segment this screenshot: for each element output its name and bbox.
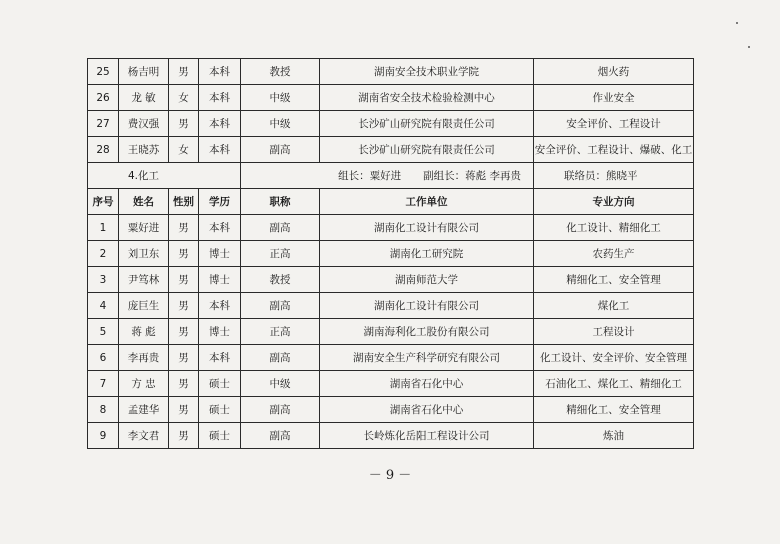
- page-number: － 9 －: [368, 468, 412, 483]
- table-cell: 湖南省石化中心: [320, 371, 534, 397]
- table-cell: 28: [88, 137, 119, 163]
- table-cell: 25: [88, 59, 119, 85]
- table-cell: 本科: [199, 59, 241, 85]
- table-cell: 孟建华: [119, 397, 169, 423]
- group-leaders: [241, 163, 534, 189]
- table-cell: 博士: [199, 267, 241, 293]
- header-cell: 专业方向: [534, 189, 694, 215]
- table-row: [88, 293, 694, 319]
- table-cell: 男: [169, 111, 199, 137]
- table-cell: 农药生产: [534, 241, 694, 267]
- table-cell: 作业安全: [534, 85, 694, 111]
- group-liaison: 联络员：熊晓平: [534, 163, 694, 189]
- table-row: [88, 59, 694, 85]
- table-cell: 男: [169, 267, 199, 293]
- table-cell: 烟火药: [534, 59, 694, 85]
- scan-speck: [748, 46, 750, 48]
- table-cell: 男: [169, 345, 199, 371]
- table-cell: 博士: [199, 241, 241, 267]
- table-cell: 化工设计、精细化工: [534, 215, 694, 241]
- table-cell: 9: [88, 423, 119, 449]
- table-cell: 博士: [199, 319, 241, 345]
- expert-table-container: [87, 58, 693, 449]
- table-cell: 男: [169, 423, 199, 449]
- table-row: [88, 85, 694, 111]
- table-cell: 炼油: [534, 423, 694, 449]
- table-row: [88, 137, 694, 163]
- table-body-top: [88, 59, 694, 163]
- table-cell: 6: [88, 345, 119, 371]
- table-cell: 硕士: [199, 397, 241, 423]
- table-cell: 精细化工、安全管理: [534, 267, 694, 293]
- table-cell: 8: [88, 397, 119, 423]
- table-cell: 女: [169, 137, 199, 163]
- table-cell: 本科: [199, 111, 241, 137]
- table-cell: 副高: [241, 397, 320, 423]
- table-cell: 女: [169, 85, 199, 111]
- table-row: [88, 241, 694, 267]
- table-cell: 副高: [241, 345, 320, 371]
- table-cell: 副高: [241, 137, 320, 163]
- table-cell: 王晓苏: [119, 137, 169, 163]
- table-row: [88, 371, 694, 397]
- table-cell: 龙 敏: [119, 85, 169, 111]
- table-cell: 4: [88, 293, 119, 319]
- table-cell: 湖南省石化中心: [320, 397, 534, 423]
- table-cell: 中级: [241, 371, 320, 397]
- scan-speck: [736, 22, 738, 24]
- expert-table: [87, 58, 694, 449]
- table-cell: 长沙矿山研究院有限责任公司: [320, 137, 534, 163]
- table-cell: 本科: [199, 137, 241, 163]
- table-row: [88, 319, 694, 345]
- table-row: [88, 111, 694, 137]
- table-cell: 男: [169, 59, 199, 85]
- group-title: 4.化工: [88, 163, 241, 189]
- table-cell: 硕士: [199, 371, 241, 397]
- table-cell: 副高: [241, 215, 320, 241]
- header-cell: 职称: [241, 189, 320, 215]
- header-cell: 工作单位: [320, 189, 534, 215]
- header-cell: 序号: [88, 189, 119, 215]
- table-cell: 杨吉明: [119, 59, 169, 85]
- table-body-bottom: [88, 215, 694, 449]
- table-cell: 2: [88, 241, 119, 267]
- table-cell: 长沙矿山研究院有限责任公司: [320, 111, 534, 137]
- table-cell: 李再贵: [119, 345, 169, 371]
- group-vice-leader: 副组长：蒋彪 李再贵: [423, 170, 521, 182]
- table-cell: 男: [169, 397, 199, 423]
- table-cell: 湖南海利化工股份有限公司: [320, 319, 534, 345]
- table-cell: 教授: [241, 59, 320, 85]
- table-row: [88, 267, 694, 293]
- table-cell: 湖南化工设计有限公司: [320, 215, 534, 241]
- table-cell: 正高: [241, 319, 320, 345]
- table-cell: 本科: [199, 215, 241, 241]
- table-cell: 湖南省安全技术检验检测中心: [320, 85, 534, 111]
- table-cell: 7: [88, 371, 119, 397]
- table-row: [88, 215, 694, 241]
- table-cell: 工程设计: [534, 319, 694, 345]
- table-cell: 本科: [199, 85, 241, 111]
- table-cell: 湖南安全生产科学研究有限公司: [320, 345, 534, 371]
- table-cell: 男: [169, 371, 199, 397]
- table-cell: 1: [88, 215, 119, 241]
- table-cell: 庞巨生: [119, 293, 169, 319]
- table-cell: 副高: [241, 423, 320, 449]
- table-cell: 26: [88, 85, 119, 111]
- table-cell: 尹笃林: [119, 267, 169, 293]
- table-cell: 3: [88, 267, 119, 293]
- table-cell: 化工设计、安全评价、安全管理: [534, 345, 694, 371]
- table-cell: 安全评价、工程设计: [534, 111, 694, 137]
- group-leader: 组长：粟好进: [338, 170, 402, 182]
- group-title-row: [88, 163, 694, 189]
- table-cell: 中级: [241, 111, 320, 137]
- header-cell: 姓名: [119, 189, 169, 215]
- table-cell: 5: [88, 319, 119, 345]
- table-cell: 精细化工、安全管理: [534, 397, 694, 423]
- table-cell: 湖南安全技术职业学院: [320, 59, 534, 85]
- table-cell: 男: [169, 319, 199, 345]
- table-cell: 湖南化工研究院: [320, 241, 534, 267]
- table-cell: 刘卫东: [119, 241, 169, 267]
- table-row: [88, 423, 694, 449]
- table-cell: 正高: [241, 241, 320, 267]
- table-row: [88, 345, 694, 371]
- table-cell: 副高: [241, 293, 320, 319]
- table-cell: 粟好进: [119, 215, 169, 241]
- table-cell: 蒋 彪: [119, 319, 169, 345]
- table-cell: 硕士: [199, 423, 241, 449]
- group-header-section: [88, 163, 694, 215]
- table-cell: 湖南师范大学: [320, 267, 534, 293]
- table-cell: 方 忠: [119, 371, 169, 397]
- table-cell: 湖南化工设计有限公司: [320, 293, 534, 319]
- table-cell: 石油化工、煤化工、精细化工: [534, 371, 694, 397]
- table-cell: 本科: [199, 345, 241, 371]
- header-cell: 性别: [169, 189, 199, 215]
- table-row: [88, 397, 694, 423]
- table-cell: 男: [169, 215, 199, 241]
- table-cell: 27: [88, 111, 119, 137]
- header-cell: 学历: [199, 189, 241, 215]
- table-cell: 男: [169, 293, 199, 319]
- table-cell: 安全评价、工程设计、爆破、化工: [534, 137, 694, 163]
- table-header-row: [88, 189, 694, 215]
- table-cell: 男: [169, 241, 199, 267]
- table-cell: 教授: [241, 267, 320, 293]
- table-cell: 费汉强: [119, 111, 169, 137]
- table-cell: 煤化工: [534, 293, 694, 319]
- table-cell: 长岭炼化岳阳工程设计公司: [320, 423, 534, 449]
- table-cell: 本科: [199, 293, 241, 319]
- table-cell: 李文君: [119, 423, 169, 449]
- table-cell: 中级: [241, 85, 320, 111]
